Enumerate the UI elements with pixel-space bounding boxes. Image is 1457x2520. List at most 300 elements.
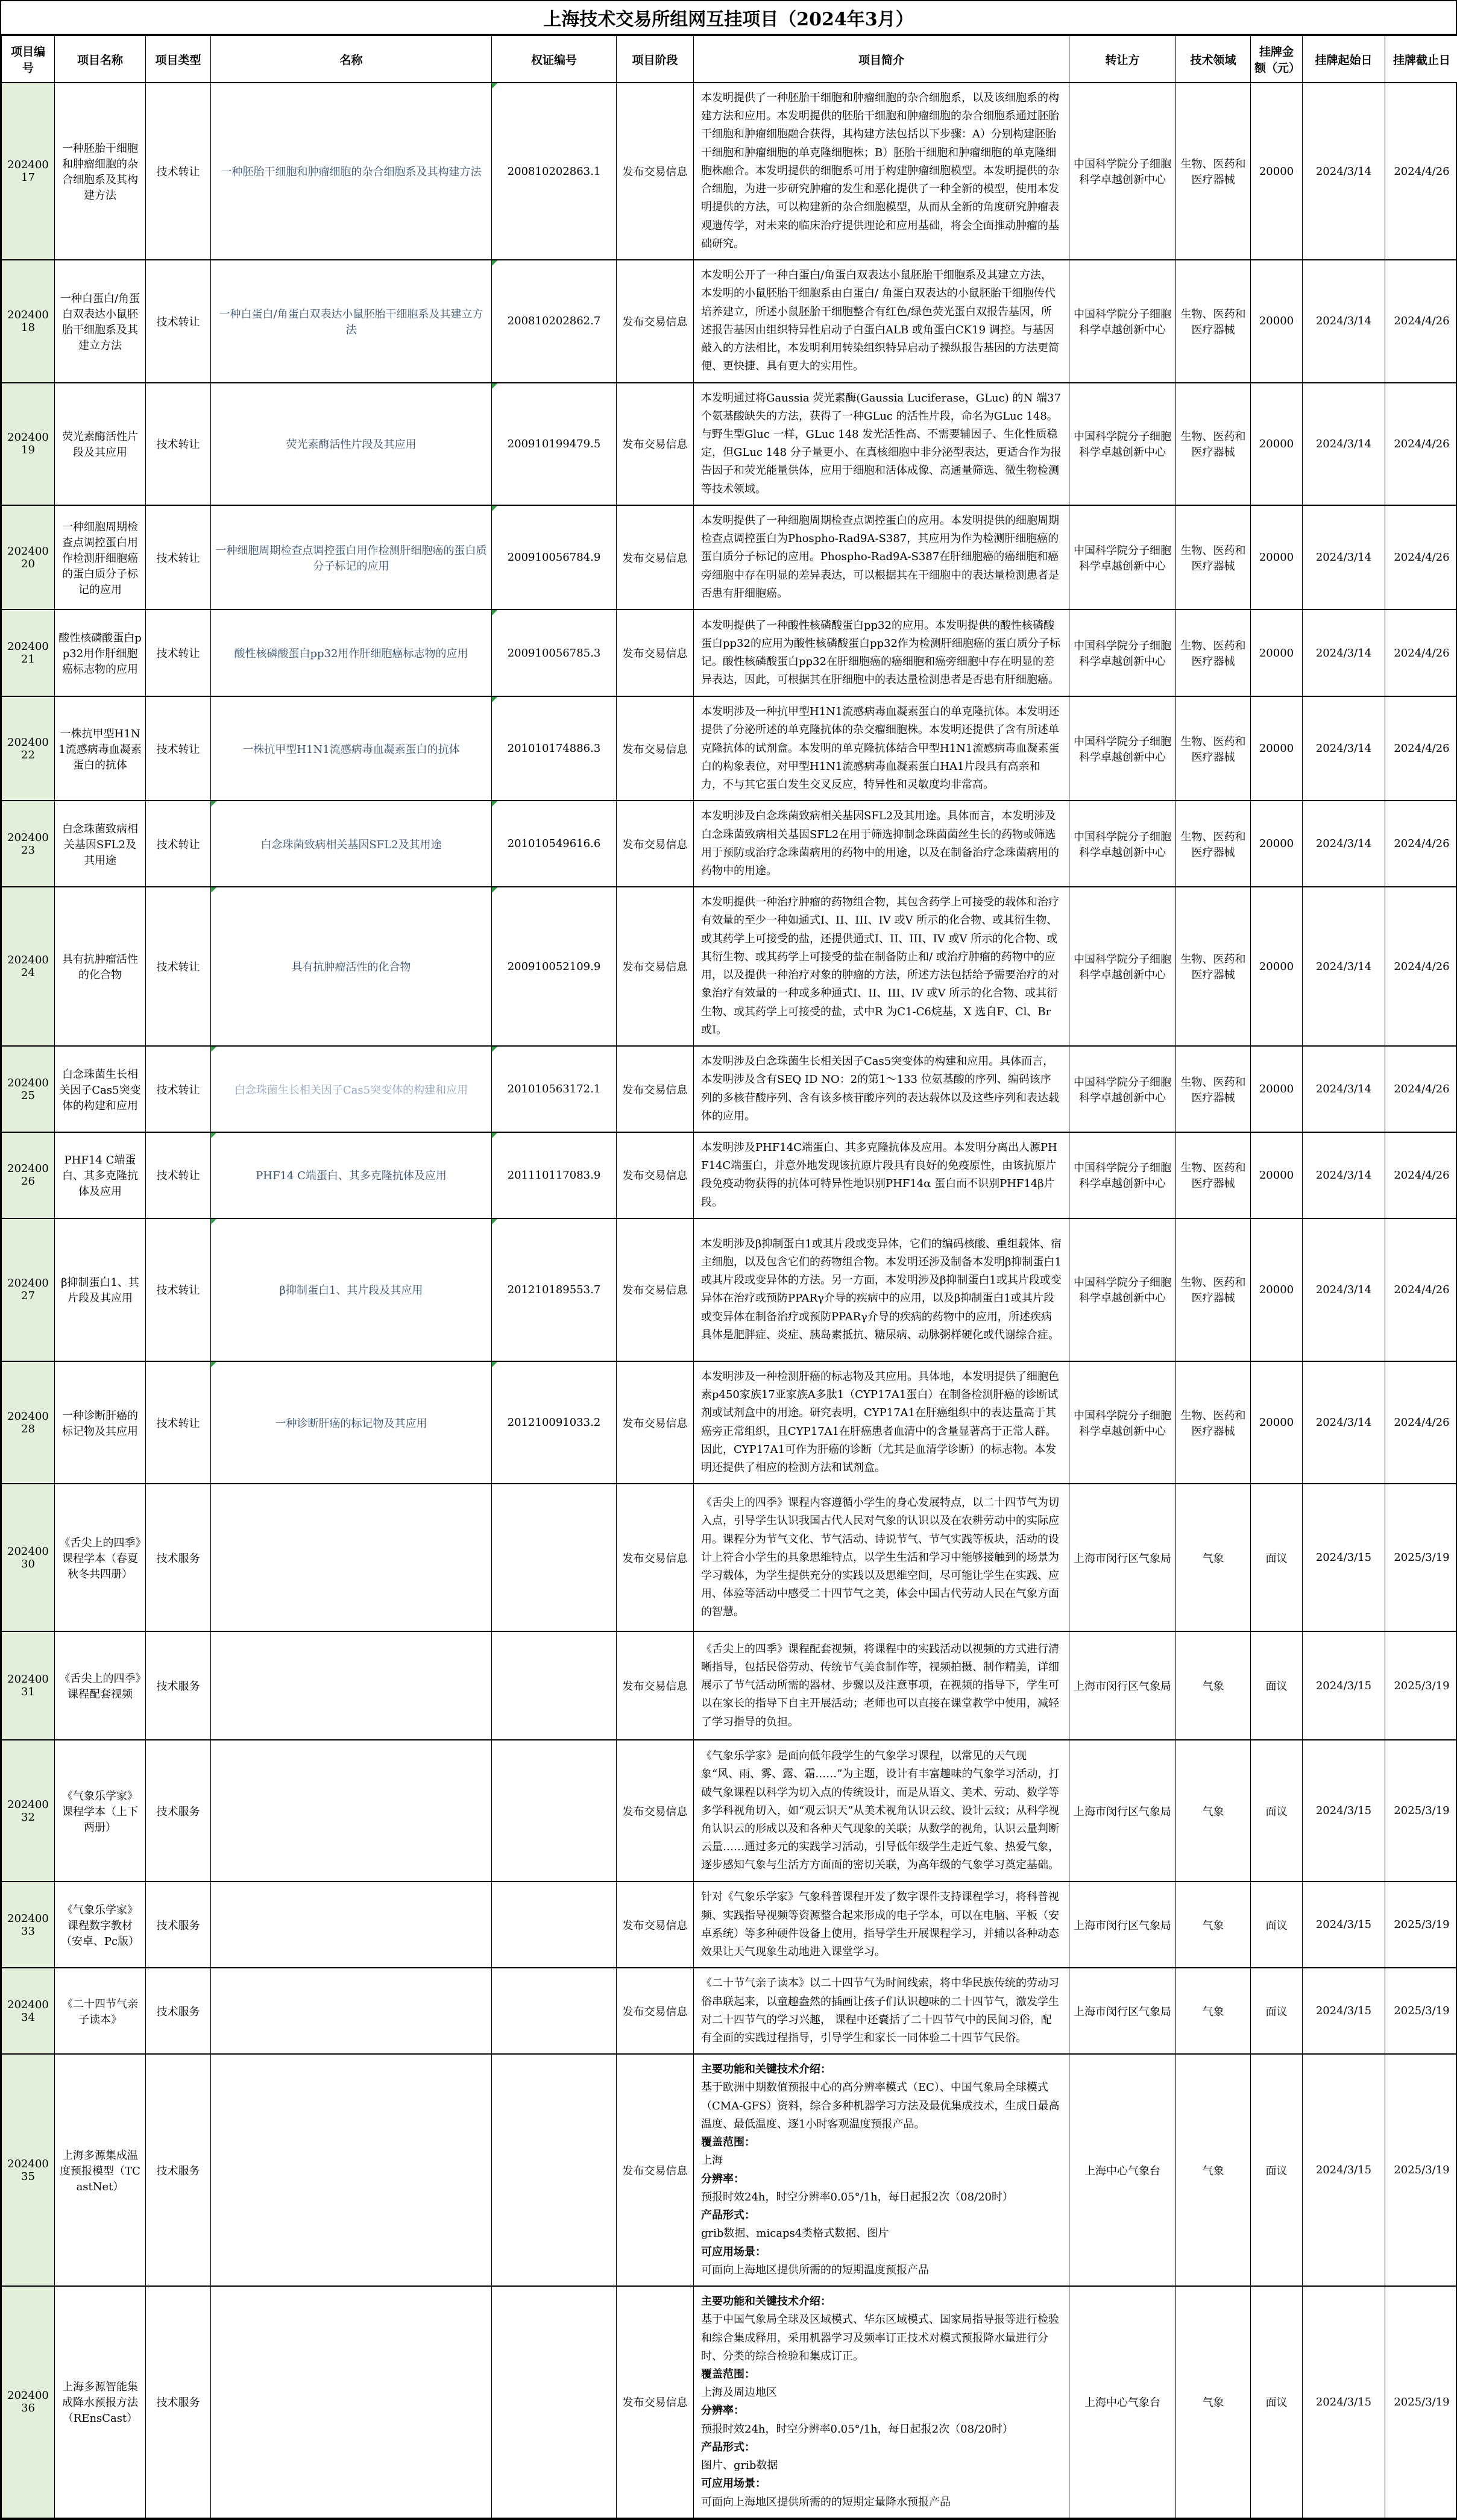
cell-project-name: 《气象乐学家》课程学本（上下两册） (55, 1740, 146, 1882)
cell-project-id: 20240026 (2, 1132, 55, 1218)
cell-description (694, 383, 1069, 505)
cell-tech-field: 生物、医药和医疗器械 (1176, 887, 1251, 1046)
cell-cert-name (211, 1882, 492, 1968)
cell-transferor: 中国科学院分子细胞科学卓越创新中心 (1069, 1046, 1176, 1132)
cell-cert-no: 201010174886.3 (492, 696, 617, 801)
cell-transferor: 上海市闵行区气象局 (1069, 1968, 1176, 2054)
cell-amount: 面议 (1251, 2054, 1303, 2286)
cell-transferor: 上海中心气象台 (1069, 2054, 1176, 2286)
cell-start-date: 2024/3/14 (1303, 83, 1385, 260)
cell-start-date: 2024/3/14 (1303, 1046, 1385, 1132)
cell-end-date: 2024/4/26 (1385, 801, 1457, 887)
cell-transferor: 中国科学院分子细胞科学卓越创新中心 (1069, 260, 1176, 382)
cell-amount: 20000 (1251, 610, 1303, 696)
description-text: 可面向上海地区提供所需的的短期温度预报产品 (701, 2261, 1062, 2279)
cell-stage: 发布交易信息 (617, 1132, 694, 1218)
cell-start-date: 2024/3/14 (1303, 801, 1385, 887)
cell-amount: 20000 (1251, 1361, 1303, 1484)
cell-description (694, 1968, 1069, 2054)
cell-project-id: 20240031 (2, 1631, 55, 1740)
cell-cert-name (211, 1740, 492, 1882)
table-row (2, 2286, 1457, 2518)
cell-project-id: 20240032 (2, 1740, 55, 1882)
cell-cert-no: 200910052109.9 (492, 887, 617, 1046)
cell-end-date: 2024/4/26 (1385, 696, 1457, 801)
cell-cert-no: 200910056784.9 (492, 505, 617, 610)
cell-tech-field: 生物、医药和医疗器械 (1176, 1361, 1251, 1484)
cell-stage: 发布交易信息 (617, 887, 694, 1046)
cell-tech-field: 生物、医药和医疗器械 (1176, 1132, 1251, 1218)
cell-project-name: 一种细胞周期检查点调控蛋白用作检测肝细胞癌的蛋白质分子标记的应用 (55, 505, 146, 610)
cell-project-type: 技术服务 (146, 1882, 211, 1968)
cell-stage: 发布交易信息 (617, 1631, 694, 1740)
cell-project-id: 20240028 (2, 1361, 55, 1484)
table-row (2, 1968, 1457, 2054)
description-text: grib数据、micaps4类格式数据、图片 (701, 2225, 1062, 2243)
cell-amount: 面议 (1251, 1740, 1303, 1882)
description-section-label: 可应用场景： (701, 2475, 1062, 2493)
description-text: 基于欧洲中期数值预报中心的高分辨率模式（EC）、中国气象局全球模式（CMA-GFS）资料，综合多种机器学习方法及最优集成技术，生成日最高温度、最低温度、逐1小时客观温度预报产品。 (701, 2079, 1062, 2134)
cell-cert-name (211, 1968, 492, 2054)
cell-end-date: 2024/4/26 (1385, 83, 1457, 260)
cell-project-name: 《二十四节气亲子读本》 (55, 1968, 146, 2054)
cell-amount: 面议 (1251, 1484, 1303, 1631)
cell-description (694, 260, 1069, 382)
cell-cert-no: 201210091033.2 (492, 1361, 617, 1484)
cell-cert-name: 一种细胞周期检查点调控蛋白用作检测肝细胞癌的蛋白质分子标记的应用 (211, 505, 492, 610)
cell-project-name: β抑制蛋白1、其片段及其应用 (55, 1218, 146, 1361)
cell-cert-no (492, 2286, 617, 2518)
cell-amount: 20000 (1251, 260, 1303, 382)
cell-cert-no: 200910199479.5 (492, 383, 617, 505)
column-header-9: 技术领域 (1176, 36, 1251, 83)
cell-end-date: 2025/3/19 (1385, 2054, 1457, 2286)
cell-transferor: 上海中心气象台 (1069, 2286, 1176, 2518)
cell-cert-no: 201010549616.6 (492, 801, 617, 887)
table-row (2, 1046, 1457, 1132)
table-row (2, 1484, 1457, 1631)
cell-project-id: 20240034 (2, 1968, 55, 2054)
cell-project-type: 技术服务 (146, 1484, 211, 1631)
cell-cert-name: 一种诊断肝癌的标记物及其应用 (211, 1361, 492, 1484)
cell-cert-no: 201110117083.9 (492, 1132, 617, 1218)
cell-tech-field: 生物、医药和医疗器械 (1176, 696, 1251, 801)
cell-project-id: 20240017 (2, 83, 55, 260)
cell-project-type: 技术转让 (146, 696, 211, 801)
cell-start-date: 2024/3/14 (1303, 1132, 1385, 1218)
description-section-label: 分辨率： (701, 2170, 1062, 2188)
cell-end-date: 2024/4/26 (1385, 1046, 1457, 1132)
cell-cert-name: 白念珠菌生长相关因子Cas5突变体的构建和应用 (211, 1046, 492, 1132)
cell-start-date: 2024/3/15 (1303, 1740, 1385, 1882)
description-text: 本发明涉及一种抗甲型H1N1流感病毒血凝素蛋白的单克隆抗体。本发明还提供了分泌所述的单克隆抗体的杂交瘤细胞株。本发明还提供了含有所述单克隆抗体的试剂盒。本发明的单克隆抗体结合甲型H1N1流感病毒血凝素蛋白的构象表位，对甲型H1N1流感病毒血凝素蛋白HA1片段具有高亲和力，不与其它蛋白发生交叉反应，特异性和灵敏度均非常高。 (701, 703, 1062, 794)
description-text: 《舌尖上的四季》课程配套视频，将课程中的实践活动以视频的方式进行清晰指导，包括民俗劳动、传统节气美食制作等，视频拍摄、制作精美，详细展示了节气活动所需的器材、步骤以及注意事项，在视频的指导下，学生可以在家长的指导下自主开展活动；老师也可以直接在课堂教学中使用，减轻了学习指导的负担。 (701, 1640, 1062, 1731)
description-text: 本发明提供了一种酸性核磷酸蛋白pp32的应用。本发明提供的酸性核磷酸蛋白pp32的应用为酸性核磷酸蛋白pp32作为检测肝细胞癌的蛋白质分子标记。酸性核磷酸蛋白pp32在肝细胞癌的癌细胞和癌旁细胞中存在明显的差异表达，因此，可根据其在肝细胞中的表达量检测患者是否患有肝细胞癌。 (701, 617, 1062, 690)
description-text: 《舌尖上的四季》课程内容遵循小学生的身心发展特点，以二十四节气为切入点，引导学生认识我国古代人民对气象的认识以及在农耕劳动中的实际应用。课程分为节气文化、节气活动、诗说节气、节气实践等板块，活动的设计上符合小学生的具象思维特点，以学生生活和学习中能够接触到的场景为学习载体，为学生提供充分的实践以及思维空间，尽可能让学生在实践、应用、体验等活动中感受二十四节气之美，体会中国古代劳动人民在气象方面的智慧。 (701, 1494, 1062, 1622)
cell-project-id: 20240024 (2, 887, 55, 1046)
cell-end-date: 2024/4/26 (1385, 1218, 1457, 1361)
description-text: 基于中国气象局全球及区域模式、华东区域模式、国家局指导报等进行检验和综合集成释用，采用机器学习及频率订正技术对模式预报降水量进行分时、分类的综合检验和集成订正。 (701, 2311, 1062, 2366)
cell-tech-field: 生物、医药和医疗器械 (1176, 83, 1251, 260)
table-row (2, 505, 1457, 610)
cell-project-name: 酸性核磷酸蛋白pp32用作肝细胞癌标志物的应用 (55, 610, 146, 696)
description-text: 本发明涉及白念珠菌致病相关基因SFL2及其用途。具体而言，本发明涉及白念珠菌致病相关基因SFL2在用于筛选抑制念珠菌菌丝生长的药物或筛选用于预防或治疗念珠菌病用的药物中的用途，以及在制备治疗念珠菌病用的药物中的用途。 (701, 807, 1062, 880)
column-header-8: 转让方 (1069, 36, 1176, 83)
description-section-label: 产品形式： (701, 2207, 1062, 2225)
cell-project-name: 一种诊断肝癌的标记物及其应用 (55, 1361, 146, 1484)
cell-cert-name (211, 1484, 492, 1631)
cell-amount: 面议 (1251, 1968, 1303, 2054)
cell-end-date: 2024/4/26 (1385, 383, 1457, 505)
cell-description (694, 696, 1069, 801)
cell-cert-name: β抑制蛋白1、其片段及其应用 (211, 1218, 492, 1361)
description-text: 针对《气象乐学家》气象科普课程开发了数字课件支持课程学习，将科普视频、实践指导视频等资源整合起来形成的电子学本，可以在电脑、平板（安卓系统）等多种硬件设备上使用，指导学生开展课程学习，并辅以各种动态效果让天气现象生动地进入课堂学习。 (701, 1888, 1062, 1961)
cell-stage: 发布交易信息 (617, 1740, 694, 1882)
cell-transferor: 上海市闵行区气象局 (1069, 1631, 1176, 1740)
cell-cert-name (211, 1631, 492, 1740)
cell-start-date: 2024/3/15 (1303, 2054, 1385, 2286)
description-text: 预报时效24h，时空分辨率0.05°/1h，每日起报2次（08/20时） (701, 2421, 1062, 2439)
cell-project-type: 技术转让 (146, 887, 211, 1046)
description-text: 本发明提供一种治疗肿瘤的药物组合物，其包含药学上可接受的载体和治疗有效量的至少一种如通式I、II、III、IV 或V 所示的化合物、或其衍生物、或其药学上可接受的盐，还提供通式I、II、III、IV 或V 所示的化合物、或其衍生物、或其药学上可接受的盐在制备防止和/ 或治疗肿瘤的药物中的应用，以及提供一种治疗对象的肿瘤的方法，所述方法包括给予需要治疗的对象治疗有效量的一种或多种通式I、II、III、IV 或V 所示的化合物、或其衍生物、或其药学上可接受的盐，式中R 为C1-C6烷基，X 选自F、Cl、Br 或I。 (701, 893, 1062, 1039)
description-section-label: 可应用场景： (701, 2243, 1062, 2261)
description-section-label: 主要功能和关键技术介绍： (701, 2061, 1062, 2079)
cell-project-type: 技术转让 (146, 801, 211, 887)
description-section-label: 覆盖范围： (701, 2366, 1062, 2384)
cell-amount: 面议 (1251, 2286, 1303, 2518)
cell-description (694, 887, 1069, 1046)
column-header-7: 项目简介 (694, 36, 1069, 83)
cell-cert-name: 一株抗甲型H1N1流感病毒血凝素蛋白的抗体 (211, 696, 492, 801)
cell-project-type: 技术转让 (146, 1218, 211, 1361)
cell-cert-name: 白念珠菌致病相关基因SFL2及其用途 (211, 801, 492, 887)
description-text: 本发明涉及白念珠菌生长相关因子Cas5突变体的构建和应用。具体而言，本发明涉及含有SEQ ID NO：2的第1～133 位氨基酸的序列、编码该序列的多核苷酸序列、含有该多核苷酸序列的表达载体以及这些序列和表达载体的应用。 (701, 1053, 1062, 1126)
description-text: 上海 (701, 2152, 1062, 2170)
cell-project-id: 20240021 (2, 610, 55, 696)
cell-start-date: 2024/3/15 (1303, 1631, 1385, 1740)
cell-amount: 20000 (1251, 887, 1303, 1046)
description-text: 《气象乐学家》是面向低年段学生的气象学习课程，以常见的天气现象“风、雨、雾、露、霜……”为主题，设计有丰富趣味的气象学习活动，打破气象课程以科学为切入点的传统设计，而是从语文、美术、劳动、数学等多学科视角切入，如“观云识天”从美术视角认识云纹、设计云纹；从科学视角认识云的形成以及和各种天气现象的关联；从数学的视角，认识云量判断云量……通过多元的实践学习活动，引导低年级学生走近气象、热爱气象，逐步感知气象与生活方方面面的密切关联，为高年级的气象学习奠定基础。 (701, 1747, 1062, 1875)
cell-stage: 发布交易信息 (617, 83, 694, 260)
cell-cert-name: 一种胚胎干细胞和肿瘤细胞的杂合细胞系及其构建方法 (211, 83, 492, 260)
cell-cert-no: 200910056785.3 (492, 610, 617, 696)
cell-project-id: 20240036 (2, 2286, 55, 2518)
cell-tech-field: 气象 (1176, 2054, 1251, 2286)
cell-cert-name: 荧光素酶活性片段及其应用 (211, 383, 492, 505)
cell-description (694, 1218, 1069, 1361)
cell-transferor: 中国科学院分子细胞科学卓越创新中心 (1069, 505, 1176, 610)
column-header-12: 挂牌截止日 (1385, 36, 1457, 83)
cell-transferor: 上海市闵行区气象局 (1069, 1484, 1176, 1631)
table-row (2, 1218, 1457, 1361)
cell-project-id: 20240018 (2, 260, 55, 382)
cell-tech-field: 气象 (1176, 1968, 1251, 2054)
cell-stage: 发布交易信息 (617, 383, 694, 505)
cell-cert-no (492, 1631, 617, 1740)
cell-end-date: 2024/4/26 (1385, 260, 1457, 382)
description-text: 图片、grib数据 (701, 2457, 1062, 2475)
cell-transferor: 中国科学院分子细胞科学卓越创新中心 (1069, 83, 1176, 260)
cell-tech-field: 气象 (1176, 1882, 1251, 1968)
cell-transferor: 上海市闵行区气象局 (1069, 1740, 1176, 1882)
cell-project-type: 技术转让 (146, 383, 211, 505)
cell-description (694, 505, 1069, 610)
cell-project-type: 技术转让 (146, 610, 211, 696)
cell-tech-field: 气象 (1176, 2286, 1251, 2518)
cell-amount: 20000 (1251, 83, 1303, 260)
table-body (2, 83, 1457, 2518)
cell-project-id: 20240025 (2, 1046, 55, 1132)
cell-transferor: 中国科学院分子细胞科学卓越创新中心 (1069, 1361, 1176, 1484)
table-row (2, 383, 1457, 505)
cell-transferor: 中国科学院分子细胞科学卓越创新中心 (1069, 1218, 1176, 1361)
cell-cert-no (492, 1882, 617, 1968)
cell-transferor: 中国科学院分子细胞科学卓越创新中心 (1069, 1132, 1176, 1218)
cell-stage: 发布交易信息 (617, 260, 694, 382)
table-row (2, 1882, 1457, 1968)
cell-start-date: 2024/3/14 (1303, 696, 1385, 801)
cell-amount: 20000 (1251, 383, 1303, 505)
cell-project-type: 技术转让 (146, 1132, 211, 1218)
cell-tech-field: 生物、医药和医疗器械 (1176, 801, 1251, 887)
description-text: 本发明提供了一种胚胎干细胞和肿瘤细胞的杂合细胞系，以及该细胞系的构建方法和应用。本发明提供的胚胎干细胞和肿瘤细胞的杂合细胞系通过胚胎干细胞和肿瘤细胞融合获得，其构建方法包括以下步骤：A）分别构建胚胎干细胞和肿瘤细胞的单克隆细胞株；B）胚胎干细胞和肿瘤细胞的单克隆细胞株融合。本发明提供的细胞系可用于构建肿瘤细胞模型。本发明提供的杂合细胞，为进一步研究肿瘤的发生和恶化提供了一种全新的模型，使用本发明提供的方法，可以构建新的杂合细胞模型，从而从全新的角度研究肿瘤表观遗传学，对未来的临床治疗提供理论和应用基础，将会全面推动肿瘤的基础研究。 (701, 89, 1062, 253)
cell-project-name: 上海多源集成温度预报模型（TCastNet） (55, 2054, 146, 2286)
description-text: 本发明涉及β抑制蛋白1或其片段或变异体，它们的编码核酸、重组载体、宿主细胞，以及包含它们的药物组合物。本发明还涉及制备本发明β抑制蛋白1或其片段或变异体的方法。另一方面，本发明涉及β抑制蛋白1或其片段或变异体在治疗或预防PPARγ介导的疾病中的应用，以及β抑制蛋白1或其片段或变异体在制备治疗或预防PPARγ介导的疾病的药物中的应用，所述疾病具体是肥胖症、炎症、胰岛素抵抗、糖尿病、动脉粥样硬化或代谢综合症。 (701, 1235, 1062, 1344)
column-header-11: 挂牌起始日 (1303, 36, 1385, 83)
cell-amount: 20000 (1251, 1132, 1303, 1218)
cell-cert-name (211, 2054, 492, 2286)
table-row (2, 260, 1457, 382)
cell-description (694, 2054, 1069, 2286)
cell-amount: 20000 (1251, 1218, 1303, 1361)
cell-stage: 发布交易信息 (617, 1968, 694, 2054)
cell-cert-no (492, 1968, 617, 2054)
cell-project-type: 技术转让 (146, 83, 211, 260)
column-header-5: 权证编号 (492, 36, 617, 83)
cell-project-type: 技术服务 (146, 1631, 211, 1740)
cell-project-id: 20240019 (2, 383, 55, 505)
projects-table (1, 35, 1457, 2519)
cell-tech-field: 生物、医药和医疗器械 (1176, 610, 1251, 696)
cell-project-name: 《舌尖上的四季》课程配套视频 (55, 1631, 146, 1740)
table-row (2, 610, 1457, 696)
cell-cert-name: 一种白蛋白/角蛋白双表达小鼠胚胎干细胞系及其建立方法 (211, 260, 492, 382)
cell-start-date: 2024/3/15 (1303, 1882, 1385, 1968)
cell-project-name: 《气象乐学家》课程数字教材（安卓、Pc版） (55, 1882, 146, 1968)
description-text: 本发明公开了一种白蛋白/角蛋白双表达小鼠胚胎干细胞系及其建立方法，本发明的小鼠胚胎干细胞系由白蛋白/ 角蛋白双表达的小鼠胚胎干细胞传代培养建立，所述小鼠胚胎干细胞整合有红色/绿色荧光蛋白双报告基因，所述报告基因由组织特异性启动子白蛋白ALB 或角蛋白CK19 调控。与基因敲入的方法相比，本发明利用转染组织特异启动子操纵报告基因的方法更简便、更快捷、具有更大的实用性。 (701, 266, 1062, 376)
table-row (2, 2054, 1457, 2286)
cell-cert-name: 具有抗肿瘤活性的化合物 (211, 887, 492, 1046)
cell-tech-field: 气象 (1176, 1740, 1251, 1882)
cell-stage: 发布交易信息 (617, 1882, 694, 1968)
cell-start-date: 2024/3/14 (1303, 260, 1385, 382)
cell-end-date: 2025/3/19 (1385, 1631, 1457, 1740)
cell-project-id: 20240023 (2, 801, 55, 887)
cell-start-date: 2024/3/14 (1303, 505, 1385, 610)
cell-project-name: 《舌尖上的四季》课程学本（春夏秋冬共四册） (55, 1484, 146, 1631)
cell-cert-no (492, 2054, 617, 2286)
cell-start-date: 2024/3/15 (1303, 1968, 1385, 2054)
cell-project-type: 技术转让 (146, 260, 211, 382)
table-row (2, 1631, 1457, 1740)
cell-end-date: 2025/3/19 (1385, 1484, 1457, 1631)
description-text: 本发明通过将Gaussia 荧光素酶(Gaussia Luciferase，GLuc) 的N 端37 个氨基酸缺失的方法，获得了一种GLuc 的活性片段，命名为GLuc 148。与野生型Gluc 一样，GLuc 148 发光活性高、不需要辅因子、生化性质稳定，但GLuc 148 分子量更小、在真核细胞中非分泌型表达，更适合作为报告因子和荧光能量供体，应用于细胞和活体成像、高通量筛选、微生物检测等技术领域。 (701, 389, 1062, 499)
table-row (2, 1132, 1457, 1218)
column-header-1: 项目编号 (2, 36, 55, 83)
cell-project-id: 20240022 (2, 696, 55, 801)
cell-start-date: 2024/3/14 (1303, 1361, 1385, 1484)
page-title: 上海技术交易所组网互挂项目（2024年3月） (1, 1, 1456, 35)
cell-cert-no: 201210189553.7 (492, 1218, 617, 1361)
column-header-6: 项目阶段 (617, 36, 694, 83)
cell-amount: 面议 (1251, 1882, 1303, 1968)
cell-transferor: 中国科学院分子细胞科学卓越创新中心 (1069, 887, 1176, 1046)
cell-cert-no (492, 1740, 617, 1882)
cell-project-name: 一株抗甲型H1N1流感病毒血凝素蛋白的抗体 (55, 696, 146, 801)
cell-description (694, 1046, 1069, 1132)
header-row (2, 36, 1457, 83)
cell-transferor: 中国科学院分子细胞科学卓越创新中心 (1069, 383, 1176, 505)
cell-transferor: 中国科学院分子细胞科学卓越创新中心 (1069, 610, 1176, 696)
cell-start-date: 2024/3/15 (1303, 1484, 1385, 1631)
cell-project-id: 20240020 (2, 505, 55, 610)
cell-project-name: 白念珠菌致病相关基因SFL2及其用途 (55, 801, 146, 887)
cell-project-name: 上海多源智能集成降水预报方法（REnsCast） (55, 2286, 146, 2518)
cell-tech-field: 生物、医药和医疗器械 (1176, 383, 1251, 505)
cell-project-name: PHF14 C端蛋白、其多克隆抗体及应用 (55, 1132, 146, 1218)
column-header-10: 挂牌金额（元） (1251, 36, 1303, 83)
cell-cert-name (211, 2286, 492, 2518)
cell-project-type: 技术转让 (146, 505, 211, 610)
cell-start-date: 2024/3/14 (1303, 383, 1385, 505)
cell-project-type: 技术服务 (146, 1968, 211, 2054)
column-header-2: 项目名称 (55, 36, 146, 83)
cell-description (694, 1740, 1069, 1882)
cell-description (694, 801, 1069, 887)
cell-project-name: 一种胚胎干细胞和肿瘤细胞的杂合细胞系及其构建方法 (55, 83, 146, 260)
cell-end-date: 2024/4/26 (1385, 887, 1457, 1046)
cell-end-date: 2024/4/26 (1385, 1132, 1457, 1218)
cell-end-date: 2025/3/19 (1385, 1968, 1457, 2054)
cell-stage: 发布交易信息 (617, 801, 694, 887)
cell-cert-name: PHF14 C端蛋白、其多克隆抗体及应用 (211, 1132, 492, 1218)
column-header-4: 名称 (211, 36, 492, 83)
description-section-label: 分辨率： (701, 2402, 1062, 2420)
cell-project-type: 技术服务 (146, 2054, 211, 2286)
cell-project-type: 技术转让 (146, 1361, 211, 1484)
cell-stage: 发布交易信息 (617, 1218, 694, 1361)
cell-start-date: 2024/3/15 (1303, 2286, 1385, 2518)
cell-cert-no: 201010563172.1 (492, 1046, 617, 1132)
description-text: 上海及周边地区 (701, 2384, 1062, 2402)
cell-start-date: 2024/3/14 (1303, 887, 1385, 1046)
cell-project-name: 白念珠菌生长相关因子Cas5突变体的构建和应用 (55, 1046, 146, 1132)
cell-stage: 发布交易信息 (617, 1046, 694, 1132)
cell-amount: 20000 (1251, 801, 1303, 887)
cell-project-type: 技术服务 (146, 1740, 211, 1882)
cell-end-date: 2025/3/19 (1385, 1882, 1457, 1968)
table-row (2, 887, 1457, 1046)
cell-transferor: 上海市闵行区气象局 (1069, 1882, 1176, 1968)
cell-amount: 20000 (1251, 505, 1303, 610)
cell-project-type: 技术转让 (146, 1046, 211, 1132)
table-row (2, 1361, 1457, 1484)
cell-tech-field: 生物、医药和医疗器械 (1176, 505, 1251, 610)
cell-cert-no: 200810202862.7 (492, 260, 617, 382)
cell-amount: 20000 (1251, 1046, 1303, 1132)
cell-stage: 发布交易信息 (617, 2054, 694, 2286)
cell-project-name: 一种白蛋白/角蛋白双表达小鼠胚胎干细胞系及其建立方法 (55, 260, 146, 382)
cell-stage: 发布交易信息 (617, 610, 694, 696)
cell-project-id: 20240030 (2, 1484, 55, 1631)
description-section-label: 覆盖范围： (701, 2134, 1062, 2152)
cell-amount: 面议 (1251, 1631, 1303, 1740)
cell-project-id: 20240035 (2, 2054, 55, 2286)
cell-description (694, 1484, 1069, 1631)
description-section-label: 主要功能和关键技术介绍： (701, 2293, 1062, 2311)
table-row (2, 83, 1457, 260)
cell-end-date: 2024/4/26 (1385, 1361, 1457, 1484)
cell-description (694, 1361, 1069, 1484)
cell-amount: 20000 (1251, 696, 1303, 801)
cell-tech-field: 生物、医药和医疗器械 (1176, 1046, 1251, 1132)
description-text: 可面向上海地区提供所需的的短期定量降水预报产品 (701, 2493, 1062, 2512)
cell-description (694, 1132, 1069, 1218)
cell-description (694, 83, 1069, 260)
cell-stage: 发布交易信息 (617, 1361, 694, 1484)
cell-tech-field: 生物、医药和医疗器械 (1176, 260, 1251, 382)
cell-cert-no (492, 1484, 617, 1631)
cell-description (694, 610, 1069, 696)
cell-project-type: 技术服务 (146, 2286, 211, 2518)
description-text: 本发明提供了一种细胞周期检查点调控蛋白的应用。本发明提供的细胞周期检查点调控蛋白为Phospho-Rad9A-S387，其应用为作为检测肝细胞癌的蛋白质分子标记的应用。Phospho-Rad9A-S387在肝细胞癌的癌细胞和癌旁细胞中存在明显的差异表达，可以根据其在干细胞中的表达量检测患者是否患有肝细胞癌。 (701, 512, 1062, 603)
cell-transferor: 中国科学院分子细胞科学卓越创新中心 (1069, 696, 1176, 801)
cell-end-date: 2025/3/19 (1385, 2286, 1457, 2518)
cell-tech-field: 气象 (1176, 1484, 1251, 1631)
cell-project-id: 20240027 (2, 1218, 55, 1361)
cell-end-date: 2024/4/26 (1385, 610, 1457, 696)
cell-cert-no: 200810202863.1 (492, 83, 617, 260)
description-text: 本发明涉及PHF14C端蛋白、其多克隆抗体及应用。本发明分离出人源PHF14C端蛋白，并意外地发现该抗原片段具有良好的免疫原性，由该抗原片段免疫动物获得的抗体可特异性地识别PHF14α 蛋白而不识别PHF14β片段。 (701, 1139, 1062, 1212)
cell-start-date: 2024/3/14 (1303, 610, 1385, 696)
cell-tech-field: 生物、医药和医疗器械 (1176, 1218, 1251, 1361)
description-text: 《二十节气亲子读本》以二十四节气为时间线索，将中华民族传统的劳动习俗串联起来，以童趣盎然的插画让孩子们认识趣味的二十四节气，激发学生对二十四节气的学习兴趣， 课程中还囊括了二十四节气中的民间习俗，配有全面的实践过程指导，引导学生和家长一同体验二十四节气民俗。 (701, 1974, 1062, 2047)
cell-end-date: 2024/4/26 (1385, 505, 1457, 610)
cell-project-name: 具有抗肿瘤活性的化合物 (55, 887, 146, 1046)
cell-project-id: 20240033 (2, 1882, 55, 1968)
cell-description (694, 1882, 1069, 1968)
cell-stage: 发布交易信息 (617, 505, 694, 610)
description-text: 预报时效24h，时空分辨率0.05°/1h，每日起报2次（08/20时） (701, 2188, 1062, 2207)
cell-project-name: 荧光素酶活性片段及其应用 (55, 383, 146, 505)
cell-stage: 发布交易信息 (617, 696, 694, 801)
cell-description (694, 2286, 1069, 2518)
description-section-label: 产品形式： (701, 2439, 1062, 2457)
cell-start-date: 2024/3/14 (1303, 1218, 1385, 1361)
cell-stage: 发布交易信息 (617, 1484, 694, 1631)
cell-transferor: 中国科学院分子细胞科学卓越创新中心 (1069, 801, 1176, 887)
description-text: 本发明涉及一种检测肝癌的标志物及其应用。具体地，本发明提供了细胞色素p450家族17亚家族A多肽1（CYP17A1蛋白）在制备检测肝癌的诊断试剂或试剂盒中的用途。研究表明，CYP17A1在肝癌组织中的表达量高于其癌旁正常组织，且CYP17A1在肝癌患者血清中的含量显著高于正常人群。因此，CYP17A1可作为肝癌的诊断（尤其是血清学诊断）的标志物。本发明还提供了相应的检测方法和试剂盒。 (701, 1368, 1062, 1477)
cell-description (694, 1631, 1069, 1740)
table-row (2, 801, 1457, 887)
cell-end-date: 2025/3/19 (1385, 1740, 1457, 1882)
cell-cert-name: 酸性核磷酸蛋白pp32用作肝细胞癌标志物的应用 (211, 610, 492, 696)
cell-stage: 发布交易信息 (617, 2286, 694, 2518)
table-row (2, 696, 1457, 801)
column-header-3: 项目类型 (146, 36, 211, 83)
table-row (2, 1740, 1457, 1882)
cell-tech-field: 气象 (1176, 1631, 1251, 1740)
